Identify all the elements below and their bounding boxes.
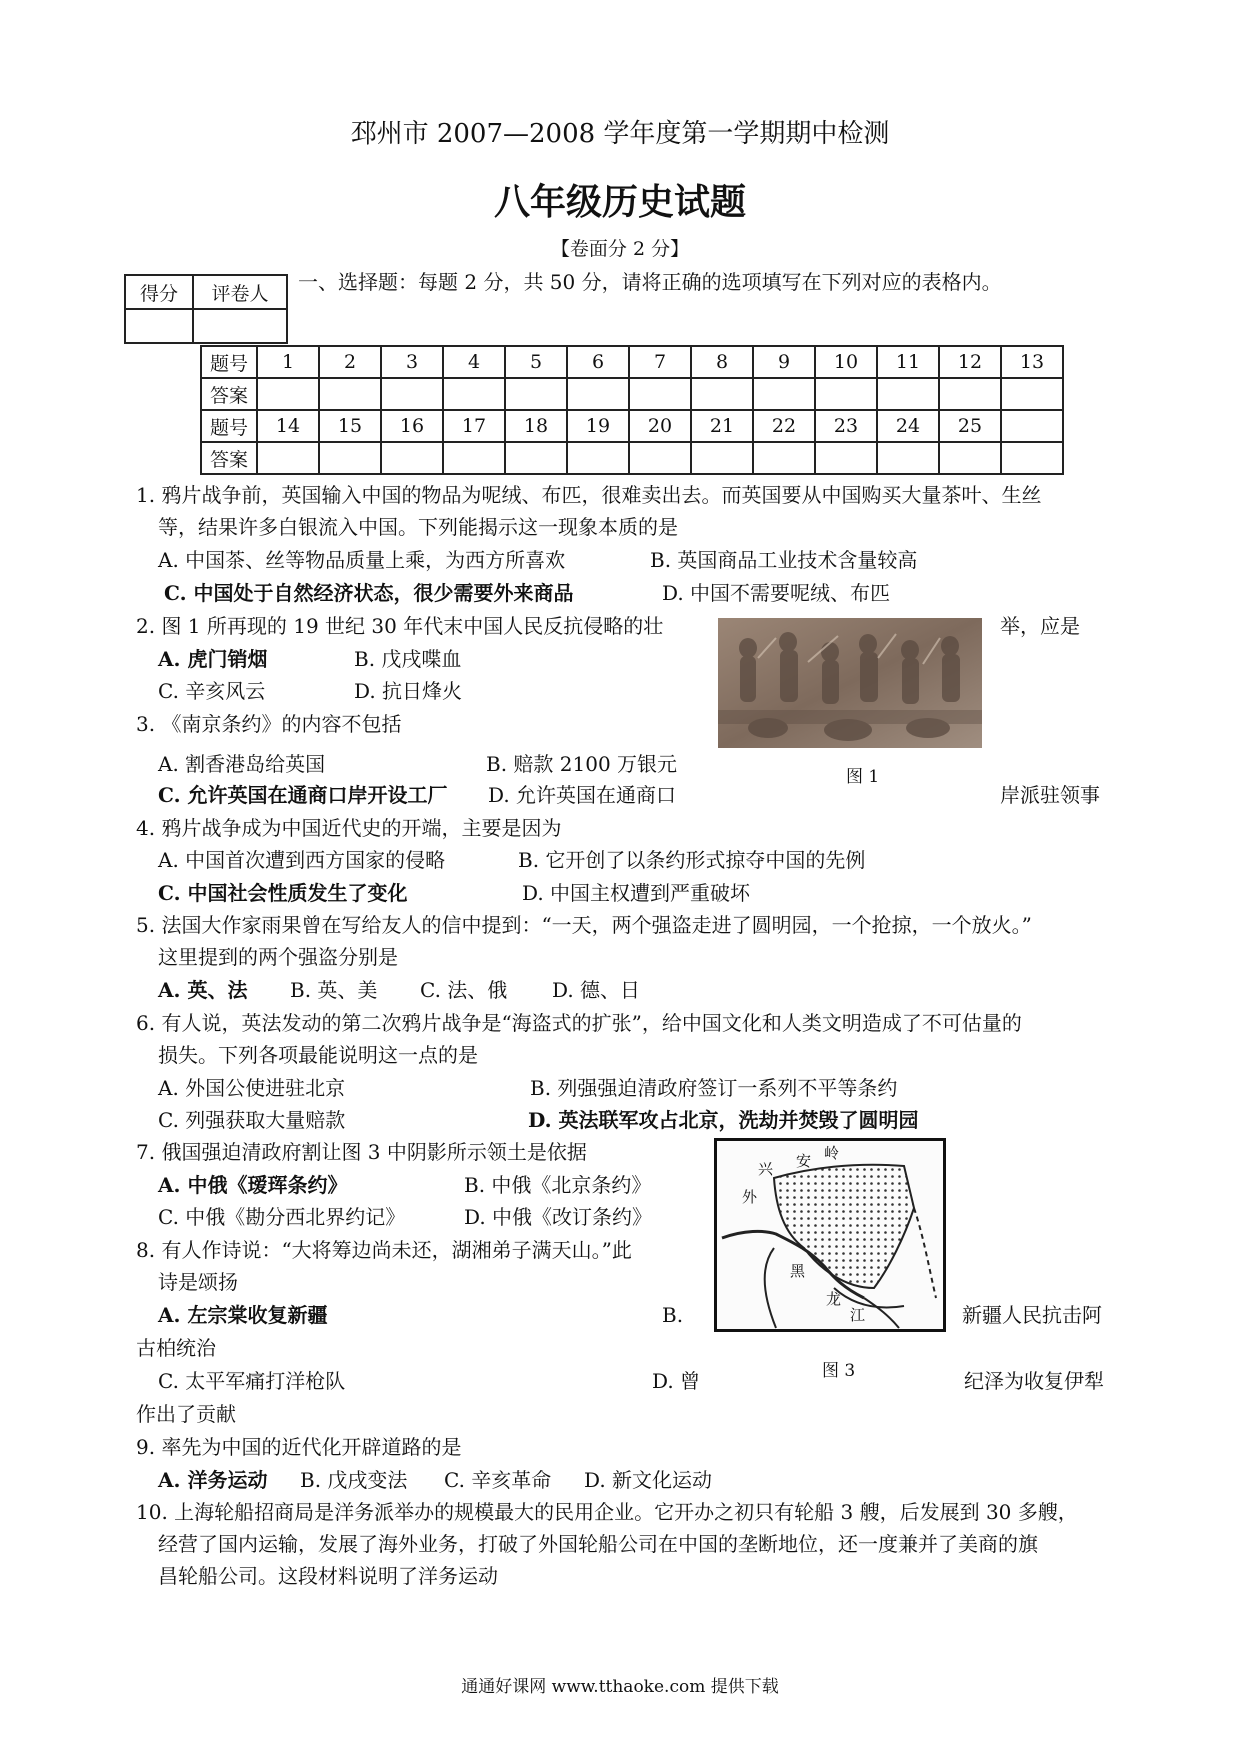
q2-stem: 2. 图 1 所再现的 19 世纪 30 年代末中国人民反抗侵略的壮 (136, 614, 664, 638)
q5-option-d[interactable]: D. 德、日 (552, 978, 641, 1002)
q10-stem-cont: 经营了国内运输，发展了海外业务，打破了外国轮船公司在中国的垄断地位，还一度兼并了美商的旗 (158, 1532, 1038, 1556)
question-number: 8 (691, 346, 753, 378)
q1-option-c[interactable]: C. 中国处于自然经济状态，很少需要外来商品 (164, 581, 574, 605)
question-number: 4 (443, 346, 505, 378)
answer-label: 答案 (201, 378, 257, 410)
q7-stem: 7. 俄国强迫清政府割让图 3 中阴影所示领土是依据 (136, 1140, 587, 1164)
question-number: 13 (1001, 346, 1063, 378)
answer-cell[interactable] (629, 442, 691, 474)
q3-option-d[interactable]: D. 允许英国在通商口 (488, 783, 677, 807)
question-number: 23 (815, 410, 877, 442)
answer-label: 答案 (201, 442, 257, 474)
map-label: 岭 (824, 1144, 840, 1162)
answer-cell[interactable] (877, 442, 939, 474)
answer-cell[interactable] (815, 442, 877, 474)
answer-cell[interactable] (691, 378, 753, 410)
answer-cell[interactable] (939, 442, 1001, 474)
q8-option-b[interactable]: B. (662, 1303, 684, 1327)
answer-cell[interactable] (381, 442, 443, 474)
q6-option-c[interactable]: C. 列强获取大量赔款 (158, 1108, 346, 1132)
answer-cell[interactable] (815, 378, 877, 410)
answer-cell[interactable] (319, 378, 381, 410)
question-number: 18 (505, 410, 567, 442)
answer-cell[interactable] (691, 442, 753, 474)
answer-cell[interactable] (443, 442, 505, 474)
q7-option-c[interactable]: C. 中俄《勘分西北界约记》 (158, 1205, 406, 1229)
question-number-label: 题号 (201, 346, 257, 378)
q4-option-b[interactable]: B. 它开创了以条约形式掠夺中国的先例 (518, 848, 866, 872)
q10-stem: 10. 上海轮船招商局是洋务派举办的规模最大的民用企业。它开办之初只有轮船 3 艘，后发展到 30 多艘， (136, 1500, 1078, 1524)
q6-option-d[interactable]: D. 英法联军攻占北京，洗劫并焚毁了圆明园 (528, 1108, 919, 1132)
q5-option-a[interactable]: A. 英、法 (158, 978, 248, 1002)
q8-option-d-cont2: 作出了贡献 (136, 1402, 236, 1426)
question-number-label: 题号 (201, 410, 257, 442)
answer-grid-answer-row-2 (201, 442, 1063, 474)
answer-grid-number-row-2 (201, 410, 1063, 442)
q5-stem-cont: 这里提到的两个强盗分别是 (158, 945, 398, 969)
question-number: 7 (629, 346, 691, 378)
q6-option-a[interactable]: A. 外国公使进驻北京 (158, 1076, 346, 1100)
answer-cell[interactable] (753, 442, 815, 474)
map-label: 安 (796, 1152, 812, 1170)
q8-stem: 8. 有人作诗说：“大将筹边尚未还，湖湘弟子满天山。”此 (136, 1238, 632, 1262)
q7-option-d[interactable]: D. 中俄《改订条约》 (464, 1205, 653, 1229)
question-number: 3 (381, 346, 443, 378)
q9-option-d[interactable]: D. 新文化运动 (584, 1468, 713, 1492)
answer-cell[interactable] (939, 378, 1001, 410)
q4-stem: 4. 鸦片战争成为中国近代史的开端，主要是因为 (136, 816, 562, 840)
q8-option-b-cont2: 古柏统治 (136, 1336, 216, 1360)
q6-option-b[interactable]: B. 列强强迫清政府签订一系列不平等条约 (530, 1076, 898, 1100)
q8-option-a[interactable]: A. 左宗棠收复新疆 (158, 1303, 328, 1327)
q3-option-c[interactable]: C. 允许英国在通商口岸开设工厂 (158, 783, 448, 807)
answer-grid (200, 345, 1064, 475)
answer-cell[interactable] (1001, 442, 1063, 474)
score-box (124, 274, 288, 344)
q1-stem: 1. 鸦片战争前，英国输入中国的物品为呢绒、布匹，很难卖出去。而英国要从中国购买大量茶叶、生丝 (136, 483, 1042, 507)
map-label: 兴 (758, 1160, 774, 1178)
question-number: 6 (567, 346, 629, 378)
question-number: 14 (257, 410, 319, 442)
question-number: 5 (505, 346, 567, 378)
q1-stem-cont: 等，结果许多白银流入中国。下列能揭示这一现象本质的是 (158, 515, 678, 539)
exam-subtitle: 邳州市 2007—2008 学年度第一学期期中检测 (350, 119, 890, 149)
answer-cell[interactable] (505, 442, 567, 474)
q3-option-d-cont: 岸派驻领事 (1000, 783, 1100, 807)
answer-cell[interactable] (443, 378, 505, 410)
answer-grid-number-row-1 (201, 346, 1063, 378)
q2-option-d[interactable]: D. 抗日烽火 (354, 679, 463, 703)
question-number: 20 (629, 410, 691, 442)
answer-cell[interactable] (319, 442, 381, 474)
q7-option-a[interactable]: A. 中俄《瑷珲条约》 (158, 1173, 348, 1197)
question-number: 22 (753, 410, 815, 442)
question-number: 9 (753, 346, 815, 378)
figure-3-map (714, 1138, 946, 1332)
q3-stem: 3. 《南京条约》的内容不包括 (136, 712, 402, 736)
question-number: 12 (939, 346, 1001, 378)
answer-cell[interactable] (629, 378, 691, 410)
answer-cell[interactable] (257, 378, 319, 410)
q2-option-a[interactable]: A. 虎门销烟 (158, 647, 268, 671)
question-number: 1 (257, 346, 319, 378)
score-cell[interactable] (125, 309, 193, 343)
q1-option-b[interactable]: B. 英国商品工业技术含量较高 (650, 548, 918, 572)
q3-option-a[interactable]: A. 割香港岛给英国 (158, 752, 326, 776)
grader-cell[interactable] (193, 309, 287, 343)
q9-option-b[interactable]: B. 戊戌变法 (300, 1468, 408, 1492)
answer-cell[interactable] (381, 378, 443, 410)
q5-option-c[interactable]: C. 法、俄 (420, 978, 508, 1002)
answer-cell[interactable] (567, 378, 629, 410)
q9-option-c[interactable]: C. 辛亥革命 (444, 1468, 552, 1492)
map-label: 江 (850, 1306, 866, 1324)
answer-cell[interactable] (1001, 378, 1063, 410)
question-number: 16 (381, 410, 443, 442)
answer-cell[interactable] (505, 378, 567, 410)
q9-option-a[interactable]: A. 洋务运动 (158, 1468, 268, 1492)
q5-stem: 5. 法国大作家雨果曾在写给友人的信中提到：“一天，两个强盗走进了圆明园，一个抢掠，一个放火。” (136, 913, 1032, 937)
q2-option-b[interactable]: B. 戊戌喋血 (354, 647, 462, 671)
score-label: 得分 (125, 275, 193, 309)
q6-stem-cont: 损失。下列各项最能说明这一点的是 (158, 1043, 478, 1067)
answer-grid-answer-row-1 (201, 378, 1063, 410)
q8-option-d[interactable]: D. 曾 (652, 1369, 701, 1393)
page-footer: 通通好课网 www.tthaoke.com 提供下载 (461, 1677, 779, 1697)
q10-stem-cont2: 昌轮船公司。这段材料说明了洋务运动 (158, 1564, 498, 1588)
q2-option-c[interactable]: C. 辛亥风云 (158, 679, 266, 703)
section1-heading: 一、选择题：每题 2 分，共 50 分，请将正确的选项填写在下列对应的表格内。 (298, 270, 1002, 294)
q6-stem: 6. 有人说，英法发动的第二次鸦片战争是“海盗式的扩张”，给中国文化和人类文明造成了不可估量的 (136, 1011, 1022, 1035)
answer-cell[interactable] (753, 378, 815, 410)
q7-option-b[interactable]: B. 中俄《北京条约》 (464, 1173, 652, 1197)
question-number: 11 (877, 346, 939, 378)
q9-stem: 9. 率先为中国的近代化开辟道路的是 (136, 1435, 462, 1459)
q8-stem-cont: 诗是颂扬 (158, 1270, 238, 1294)
question-number: 10 (815, 346, 877, 378)
q2-stem-cont: 举，应是 (1000, 614, 1080, 638)
question-number: 25 (939, 410, 1001, 442)
grader-label: 评卷人 (193, 275, 287, 309)
figure-1-image (718, 618, 982, 748)
question-number: 21 (691, 410, 753, 442)
q1-option-a[interactable]: A. 中国茶、丝等物品质量上乘，为西方所喜欢 (158, 548, 566, 572)
question-number: 15 (319, 410, 381, 442)
question-number: 2 (319, 346, 381, 378)
question-number: 17 (443, 410, 505, 442)
q5-option-b[interactable]: B. 英、美 (290, 978, 378, 1002)
q8-option-c[interactable]: C. 太平军痛打洋枪队 (158, 1369, 346, 1393)
answer-cell[interactable] (567, 442, 629, 474)
exam-title: 八年级历史试题 (493, 181, 746, 223)
q8-option-d-cont: 纪泽为收复伊犁 (964, 1369, 1104, 1393)
map-label: 龙 (826, 1290, 842, 1308)
question-number (1001, 410, 1063, 442)
q4-option-c[interactable]: C. 中国社会性质发生了变化 (158, 881, 408, 905)
map-label: 黑 (790, 1262, 806, 1280)
q4-option-a[interactable]: A. 中国首次遭到西方国家的侵略 (158, 848, 446, 872)
relief-carving-illustration (718, 618, 982, 748)
q4-option-d[interactable]: D. 中国主权遭到严重破坏 (522, 881, 751, 905)
q1-option-d[interactable]: D. 中国不需要呢绒、布匹 (662, 581, 891, 605)
question-number: 24 (877, 410, 939, 442)
map-label: 外 (742, 1188, 758, 1206)
q3-option-b[interactable]: B. 赔款 2100 万银元 (486, 752, 678, 776)
q8-option-b-cont: 新疆人民抗击阿 (962, 1303, 1102, 1327)
figure-3-caption: 图 3 (822, 1361, 856, 1381)
answer-cell[interactable] (257, 442, 319, 474)
answer-cell[interactable] (877, 378, 939, 410)
presentation-score-note: 【卷面分 2 分】 (550, 238, 690, 260)
figure-1-caption: 图 1 (846, 767, 880, 787)
question-number: 19 (567, 410, 629, 442)
